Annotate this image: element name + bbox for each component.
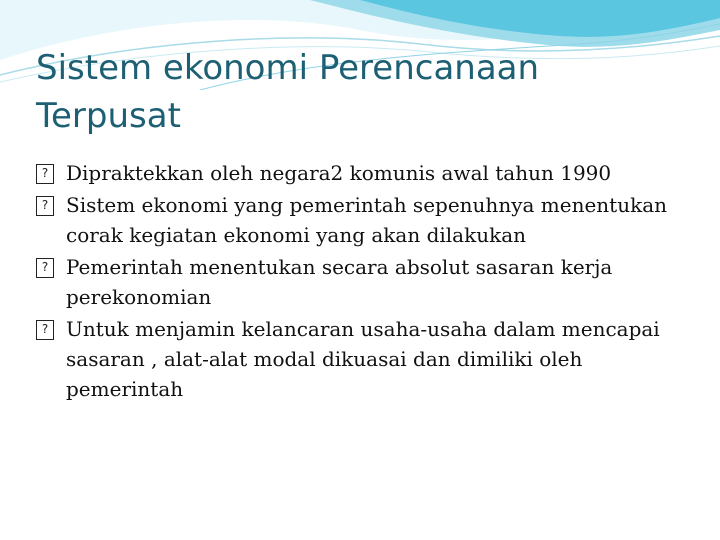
missing-glyph-icon: ? — [36, 320, 54, 340]
missing-glyph-icon: ? — [36, 196, 54, 216]
missing-glyph-icon: ? — [36, 258, 54, 278]
list-item — [36, 158, 676, 188]
missing-glyph-icon: ? — [36, 164, 54, 184]
bullet-text: Pemerintah menentukan secara absolut sasaran kerja perekonomian — [66, 255, 613, 309]
bullet-text: Dipraktekkan oleh negara2 komunis awal tahun 1990 — [66, 161, 612, 185]
bullet-text: Untuk menjamin kelancaran usaha-usaha dalam mencapai sasaran , alat-alat modal dikuasai dan dimiliki oleh pemerintah — [66, 317, 660, 401]
bullet-list — [36, 158, 676, 406]
bullet-text: Sistem ekonomi yang pemerintah sepenuhnya menentukan corak kegiatan ekonomi yang akan dilakukan — [66, 193, 668, 247]
list-item — [36, 252, 676, 312]
list-item — [36, 190, 676, 250]
slide-title: Sistem ekonomi Perencanaan Terpusat — [36, 48, 540, 136]
list-item — [36, 314, 676, 404]
